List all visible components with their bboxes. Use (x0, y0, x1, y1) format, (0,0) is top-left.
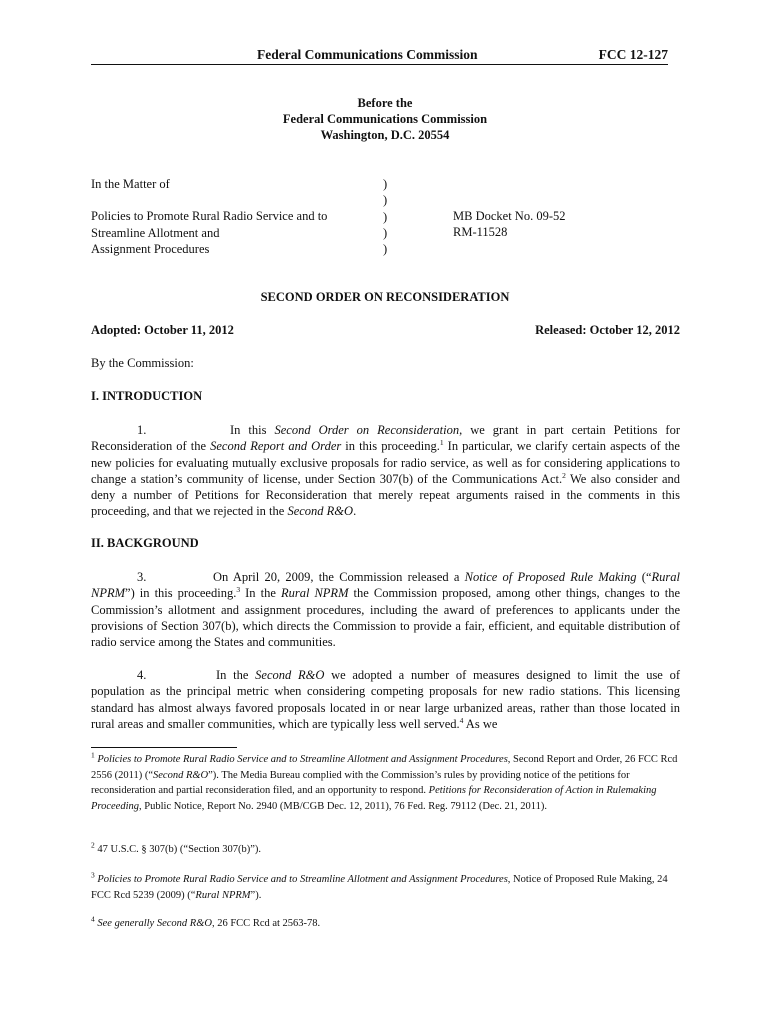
paragraph-3 (91, 569, 680, 650)
italic-text: Rural NPRM (91, 570, 680, 601)
text: . (353, 504, 357, 519)
paren: ) (383, 242, 388, 257)
text: , 26 FCC Rcd at 2563-78. (211, 918, 321, 929)
caption-parentheses (383, 176, 387, 257)
by-the-commission: By the Commission: (91, 356, 194, 370)
docket-block (453, 208, 566, 241)
footnote-2 (91, 842, 680, 858)
footnote-mark: 4 (91, 914, 95, 924)
commission-line: Federal Communications Commission (282, 112, 488, 126)
text: ”). (250, 889, 262, 901)
running-header (91, 47, 668, 65)
footnote-3 (91, 872, 680, 903)
text: In particular, we clarify certain aspects of the new policies for evaluating mutually exclusive proposals for radio service, as well as for considering applications to change a station’s community of license, under Section 307(b) of the Communications Act. (91, 439, 680, 486)
text: 47 U.S.C. § 307(b) (“Section 307(b)”). (97, 844, 261, 855)
text: in this proceeding. (341, 439, 440, 454)
header-fcc-number: FCC 12-127 (598, 47, 668, 62)
footnote-mark: 1 (91, 750, 95, 760)
text: ”) in this proceeding. (125, 586, 237, 601)
text: , Second Report and Order, 26 FCC Rcd 2556 (2011) (“ (91, 754, 678, 781)
text: , Notice of Proposed Rule Making, 24 FCC Rcd 5239 (2009) (“ (91, 874, 668, 901)
footnote-separator (91, 747, 237, 748)
italic-text: Second R&O (287, 504, 354, 519)
text: ”). The Media Bureau complied with the Commission’s rules by providing notice of the petitions for reconsideration and partial reconsideration filed, and an opportunity to respond. (91, 769, 630, 797)
text: we adopted a number of measures designed to limit the use of population as the principal metric when considering competing proposals for new radio stations. This licensing standard has almost always favored proposals located in or near large urbanized areas, rather than those located in rural areas and smaller communities, which are typically less well served. (91, 668, 680, 731)
footnote-ref-3[interactable]: 3 (236, 585, 241, 595)
text: In this (230, 423, 275, 437)
italic-text: Second R&O (153, 769, 209, 781)
footnote-ref-4[interactable]: 4 (459, 715, 464, 725)
text: On April 20, 2009, the Commission released a (213, 570, 465, 584)
caption-title-line: Assignment Procedures (91, 241, 210, 256)
paragraph-number: 4. (137, 668, 147, 682)
released-date: Released: October 12, 2012 (535, 323, 680, 337)
paragraph-1 (91, 422, 680, 520)
section-heading-introduction: I. INTRODUCTION (91, 389, 203, 403)
italic-text: Policies to Promote Rural Radio Service and to Streamline Allotment and Assignment Procedures (97, 874, 508, 885)
italic-text: See generally Second R&O (97, 918, 212, 929)
text: (“ (636, 570, 652, 584)
footnote-mark: 3 (91, 870, 95, 880)
caption-title-line: Streamline Allotment and (91, 225, 220, 240)
location-line: Washington, D.C. 20554 (320, 128, 450, 142)
paren: ) (383, 209, 388, 224)
in-the-matter: In the Matter of (91, 177, 170, 191)
paragraph-number: 1. (137, 423, 147, 437)
paragraph-number: 3. (137, 570, 147, 584)
document-title: SECOND ORDER ON RECONSIDERATION (260, 290, 510, 304)
before-block (0, 95, 770, 143)
before-line: Before the (357, 96, 413, 110)
italic-text: Second R&O (255, 668, 325, 682)
header-agency: Federal Communications Commission (257, 47, 478, 62)
text: As we (463, 716, 498, 731)
text: , Public Notice, Report No. 2940 (MB/CGB Dec. 12, 2011), 76 Fed. Reg. 79112 (Dec. 21, 2011). (139, 800, 548, 812)
paragraph-4 (91, 667, 680, 732)
italic-text: Petitions for Reconsideration of Action in Rulemaking Proceeding (91, 785, 657, 812)
text: , we grant in part certain Petitions for Reconsideration of the (91, 423, 680, 454)
italic-text: Rural NPRM (280, 586, 349, 601)
text: In the (216, 668, 256, 682)
footnote-ref-1[interactable]: 1 (439, 438, 444, 448)
adopted-date: Adopted: October 11, 2012 (91, 323, 234, 337)
case-caption (91, 176, 327, 257)
italic-text: Notice of Proposed Rule Making (464, 570, 637, 584)
footnote-mark: 2 (91, 840, 95, 850)
section-heading-background: II. BACKGROUND (91, 536, 199, 550)
text: We also consider and deny a number of Petitions for Reconsideration that merely repeat arguments raised in the comments in this proceeding, and that we rejected in the (91, 471, 680, 519)
paren: ) (383, 177, 388, 191)
italic-text: Second Report and Order (210, 439, 342, 454)
caption-title-line: Policies to Promote Rural Radio Service and to (91, 209, 328, 224)
text: In the (240, 586, 281, 601)
paren: ) (383, 193, 388, 208)
docket-number: MB Docket No. 09-52 (453, 209, 566, 223)
paren: ) (383, 225, 388, 240)
footnote-1 (91, 752, 680, 814)
italic-text: Policies to Promote Rural Radio Service and to Streamline Allotment and Assignment Procedures (97, 754, 508, 765)
italic-text: Second Order on Reconsideration (274, 423, 460, 437)
rm-number: RM-11528 (453, 225, 508, 240)
text: the Commission proposed, among other things, changes to the Commission’s allotment and assignment procedures, including the award of preferences to applicants under the provisions of Section 307(b), which directs the Commission to provide a fair, efficient, and equitable distribution of radio service among the States and communities. (91, 586, 681, 650)
footnote-ref-2[interactable]: 2 (562, 470, 566, 480)
italic-text: Rural NPRM (195, 889, 251, 901)
footnote-4 (91, 916, 680, 932)
